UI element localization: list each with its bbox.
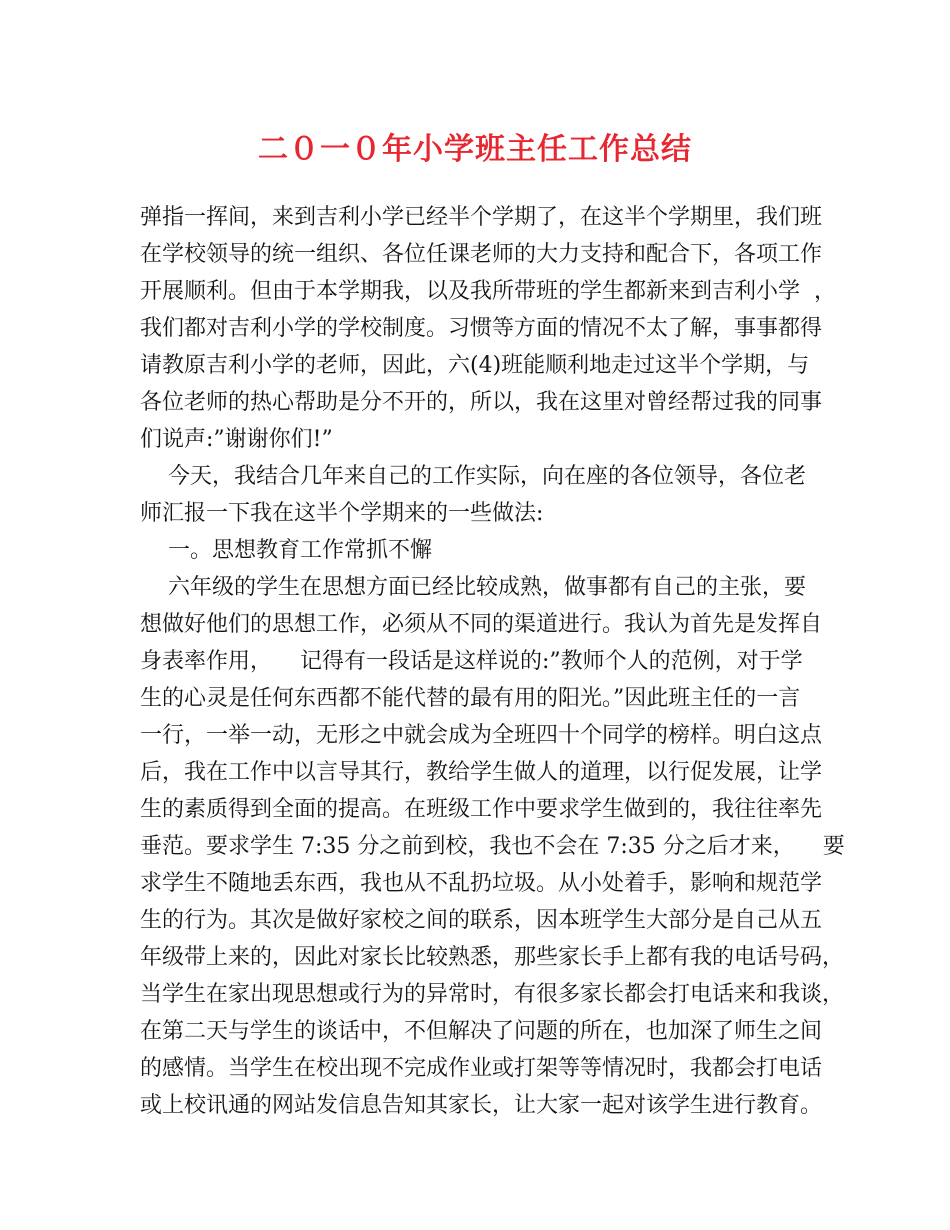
section-heading: 一。思想教育工作常抓不懈 <box>140 538 432 563</box>
body-line: 想做好他们的思想工作，必须从不同的渠道进行。我认为首先是发挥自 <box>140 612 823 637</box>
body-line: 各位老师的热心帮助是分不开的，所以，我在这里对曾经帮过我的同事 <box>140 390 823 415</box>
body-line: 的感情。当学生在校出现不完成作业或打架等等情况时，我都会打电话 <box>140 1056 823 1081</box>
body-line: 请教原吉利小学的老师，因此，六(4)班能顺利地走过这半个学期，与 <box>140 353 810 378</box>
body-line: 生的素质得到全面的提高。在班级工作中要求学生做到的，我往往率先 <box>140 797 823 822</box>
body-line: 求学生不随地丢东西，我也从不乱扔垃圾。从小处着手，影响和规范学 <box>140 871 823 896</box>
body-line: 后，我在工作中以言导其行，教给学生做人的道理，以行促发展，让学 <box>140 760 823 785</box>
body-line: 生的心灵是任何东西都不能代替的最有用的阳光。”因此班主任的一言 <box>140 686 801 711</box>
body-line: 弹指一挥间，来到吉利小学已经半个学期了，在这半个学期里，我们班 <box>140 205 823 230</box>
body-line: 年级带上来的，因此对家长比较熟悉，那些家长手上都有我的电话号码， <box>140 945 845 970</box>
body-line: 师汇报一下我在这半个学期来的一些做法: <box>140 501 544 526</box>
document-title: 二０一０年小学班主任工作总结 <box>258 132 692 167</box>
body-line: 今天，我结合几年来自己的工作实际，向在座的各位领导，各位老 <box>140 464 806 489</box>
body-line: 们说声:”谢谢你们!” <box>140 427 333 452</box>
body-line: 在第二天与学生的谈话中，不但解决了问题的所在，也加深了师生之间 <box>140 1019 823 1044</box>
body-line: 生的行为。其次是做好家校之间的联系，因本班学生大部分是自己从五 <box>140 908 823 933</box>
body-line: 开展顺利。但由于本学期我，以及我所带班的学生都新来到吉利小学 ， <box>140 279 836 304</box>
body-line: 身表率作用， 记得有一段话是这样说的:”教师个人的范例，对于学 <box>140 649 803 674</box>
body-line: 垂范。要求学生 7:35 分之前到校，我也不会在 7:35 分之后才来， 要 <box>140 834 845 859</box>
body-line: 在学校领导的统一组织、各位任课老师的大力支持和配合下，各项工作 <box>140 242 823 267</box>
body-line: 或上校讯通的网站发信息告知其家长，让大家一起对该学生进行教育。 <box>140 1093 823 1118</box>
body-line: 当学生在家出现思想或行为的异常时，有很多家长都会打电话来和我谈， <box>140 982 845 1007</box>
body-line: 我们都对吉利小学的学校制度。习惯等方面的情况不太了解，事事都得 <box>140 316 823 341</box>
body-line: 一行，一举一动，无形之中就会成为全班四十个同学的榜样。明白这点 <box>140 723 823 748</box>
body-line: 六年级的学生在思想方面已经比较成熟，做事都有自己的主张，要 <box>140 575 806 600</box>
